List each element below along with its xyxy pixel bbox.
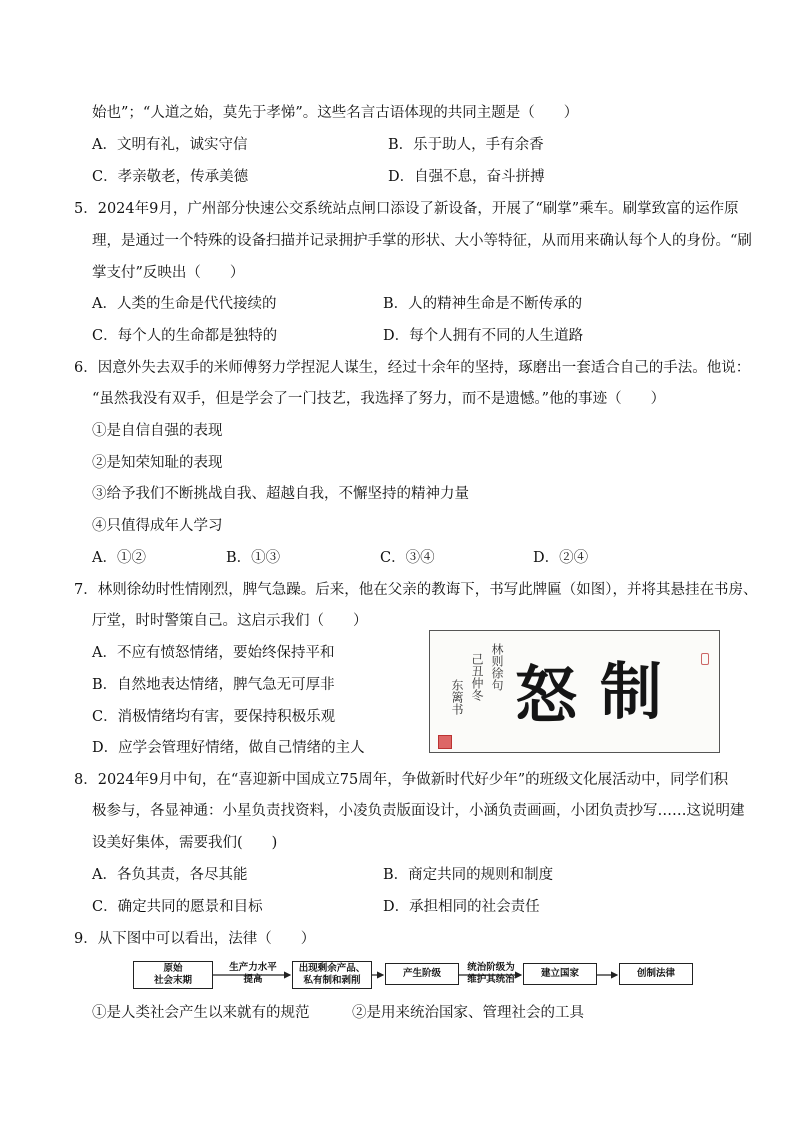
q8-option-c: C．确定共同的愿景和目标 <box>92 899 263 915</box>
q6-option-d: D．②④ <box>533 550 589 566</box>
q4-option-d: D．自强不息，奋斗拼搏 <box>388 169 545 185</box>
q8-stem-line-1: 8．2024年9月中旬，在“喜迎新中国成立75周年，争做新时代好少年”的班级文化展活动中，同学们积 <box>74 772 729 788</box>
plaque-inscription-3: 东篱书 <box>450 679 464 715</box>
q8-option-a: A．各负其责，各尽其能 <box>92 867 248 883</box>
q6-item-1: ①是自信自强的表现 <box>92 423 223 439</box>
plaque-inscription-1: 林则徐句 <box>490 643 504 691</box>
q6-option-b: B．①③ <box>226 550 281 566</box>
q6-option-a: A．①② <box>92 550 146 566</box>
q7-option-b: B．自然地表达情绪，脾气急无可厚非 <box>92 677 335 693</box>
plaque-inscription-2: 己丑仲冬 <box>470 653 484 701</box>
q5-option-c: C．每个人的生命都是独特的 <box>92 328 278 344</box>
q9-item-1: ①是人类社会产生以来就有的规范 <box>92 1005 310 1021</box>
q9-stem: 9．从下图中可以看出，法律（ ） <box>74 931 316 947</box>
q7-option-d: D．应学会管理好情绪，做自己情绪的主人 <box>92 740 365 756</box>
q8-stem-line-2: 极参与，各显神通：小星负责找资料，小凌负责版面设计，小涵负责画画，小团负责抄写……这说明建 <box>92 803 745 819</box>
q4-option-c: C．孝亲敬老，传承美德 <box>92 169 249 185</box>
q5-option-a: A．人类的生命是代代接续的 <box>92 296 277 312</box>
q9-item-2: ②是用来统治国家、管理社会的工具 <box>352 1005 584 1021</box>
q4-option-a: A．文明有礼，诚实守信 <box>92 137 248 153</box>
q7-stem-line-2: 厅堂，时时警策自己。这启示我们（ ） <box>92 613 368 629</box>
plaque-char-control: 制 <box>600 655 663 728</box>
flow-box-state: 建立国家 <box>523 963 597 985</box>
flow-box-primitive-society: 原始 社会末期 <box>133 961 213 989</box>
q8-stem-line-3: 设美好集体，需要我们( ) <box>92 835 278 851</box>
q6-item-2: ②是知荣知耻的表现 <box>92 455 223 471</box>
q4-option-b: B．乐于助人，手有余香 <box>388 137 544 153</box>
flow-arrow-label-ruling-class: 统治阶级为 维护其统治 <box>467 962 515 985</box>
flow-arrow-label-productivity: 生产力水平 提高 <box>229 962 277 985</box>
plaque-small-seal <box>701 653 709 665</box>
calligraphy-plaque <box>429 630 720 753</box>
q6-item-4: ④只值得成年人学习 <box>92 518 223 534</box>
q6-stem-line-2: “虽然我没有双手，但是学会了一门技艺，我选择了努力，而不是遗憾。”他的事迹（ ） <box>92 391 666 407</box>
plaque-red-seal <box>438 735 452 749</box>
q5-stem-line-3: 掌支付”反映出（ ） <box>92 265 245 281</box>
q5-option-d: D．每个人拥有不同的人生道路 <box>383 328 584 344</box>
q4-stem-tail: 始也”；“人道之始，莫先于孝悌”。这些名言古语体现的共同主题是（ ） <box>92 105 579 121</box>
q6-item-3: ③给予我们不断挑战自我、超越自我，不懈坚持的精神力量 <box>92 486 469 502</box>
flow-box-classes: 产生阶级 <box>385 963 459 985</box>
q6-stem-line-1: 6．因意外失去双手的米师傅努力学捏泥人谋生，经过十余年的坚持，琢磨出一套适合自己的手法。他说： <box>74 360 751 376</box>
flow-box-law: 创制法律 <box>619 963 693 985</box>
q7-option-a: A．不应有愤怒情绪，要始终保持平和 <box>92 645 335 661</box>
q6-option-c: C．③④ <box>380 550 435 566</box>
q5-option-b: B．人的精神生命是不断传承的 <box>383 296 583 312</box>
q5-stem-line-2: 理，是通过一个特殊的设备扫描并记录拥护手掌的形状、大小等特征，从而用来确认每个人的身份。“刷 <box>92 233 752 249</box>
q8-option-b: B．商定共同的规则和制度 <box>383 867 554 883</box>
q7-stem-line-1: 7．林则徐幼时性情刚烈，脾气急躁。后来，他在父亲的教诲下，书写此牌匾（如图），并将其悬挂在书房、 <box>74 582 758 598</box>
q5-stem-line-1: 5．2024年9月，广州部分快速公交系统站点闸口添设了新设备，开展了“刷掌”乘车。刷掌致富的运作原 <box>74 201 739 217</box>
q7-option-c: C．消极情绪均有害，要保持积极乐观 <box>92 709 336 725</box>
plaque-char-anger: 怒 <box>515 659 578 732</box>
flow-box-surplus-private: 出现剩余产品、 私有制和剥削 <box>292 961 372 989</box>
q8-option-d: D．承担相同的社会责任 <box>383 899 540 915</box>
